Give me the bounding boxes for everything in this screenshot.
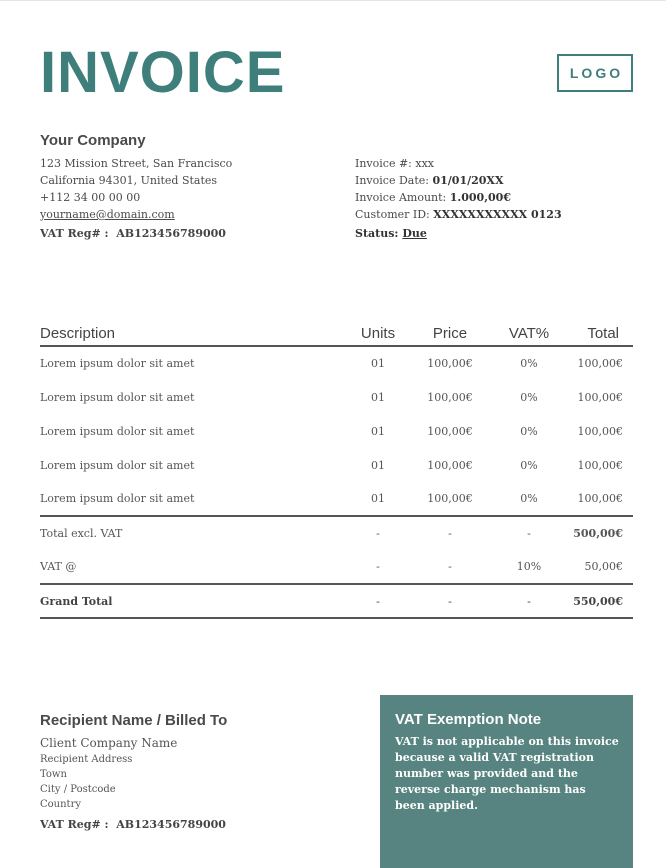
invoice-date: Invoice Date: 01/01/20XX [355,174,504,187]
col-vat: VAT% [494,322,564,346]
status-label: Status: [355,227,399,240]
recipient-town: Town [40,769,67,780]
col-total: Total [564,322,633,346]
company-vat-reg [40,227,226,240]
recipient-title: Recipient Name / Billed To [40,712,228,729]
col-units: Units [350,322,406,346]
invoice-amount: Invoice Amount: 1.000,00€ [355,191,511,204]
logo: LOGO [557,54,633,92]
company-phone: +112 34 00 00 00 [40,191,141,204]
vat-reg-value: AB123456789000 [116,227,226,240]
top-divider [0,0,666,1]
vat-row: VAT @ - - 10% 50,00€ [40,560,623,573]
vat-reg-value: AB123456789000 [116,818,226,831]
address-line-1: 123 Mission Street, San Francisco [40,157,233,170]
company-name: Your Company [40,132,146,149]
invoice-status [355,227,427,240]
table-row: Lorem ipsum dolor sit amet 01 100,00€ 0% 100,00€ [40,390,623,404]
table-header-row [40,322,633,346]
customer-id: Customer ID: XXXXXXXXXXX 0123 [355,208,562,221]
status-badge: Due [402,227,427,240]
vat-exemption-note [380,695,633,868]
vat-reg-label: VAT Reg# : [40,818,109,831]
col-description: Description [40,322,350,346]
recipient-company: Client Company Name [40,736,178,750]
recipient-address: Recipient Address [40,754,133,765]
col-price: Price [406,322,494,346]
recipient-city: City / Postcode [40,784,116,795]
recipient-country: Country [40,799,82,810]
recipient-vat-reg [40,818,226,831]
table-row: Lorem ipsum dolor sit amet 01 100,00€ 0% 100,00€ [40,458,623,472]
subtotal-row: Total excl. VAT - - - 500,00€ [40,516,633,550]
vat-reg-label: VAT Reg# : [40,227,109,240]
company-address [40,155,232,223]
company-email-link[interactable]: yourname@domain.com [40,208,175,221]
note-title: VAT Exemption Note [395,711,542,728]
table-row: Lorem ipsum dolor sit amet 01 100,00€ 0% 100,00€ [40,424,623,438]
invoice-meta [355,155,562,223]
note-body: VAT is not applicable on this invoice because a valid VAT registration number was provided and the reverse charge mechanism has been applied. [395,735,619,812]
invoice-number: Invoice #: xxx [355,157,434,170]
recipient-address-block [40,752,132,812]
grand-total-row: Grand Total - - - 550,00€ [40,584,633,618]
address-line-2: California 94301, United States [40,174,218,187]
table-row: Lorem ipsum dolor sit amet 01 100,00€ 0% 100,00€ [40,357,623,370]
line-items-table [40,322,633,619]
invoice-title: INVOICE [40,40,286,105]
table-row: Lorem ipsum dolor sit amet 01 100,00€ 0% 100,00€ [40,492,623,505]
